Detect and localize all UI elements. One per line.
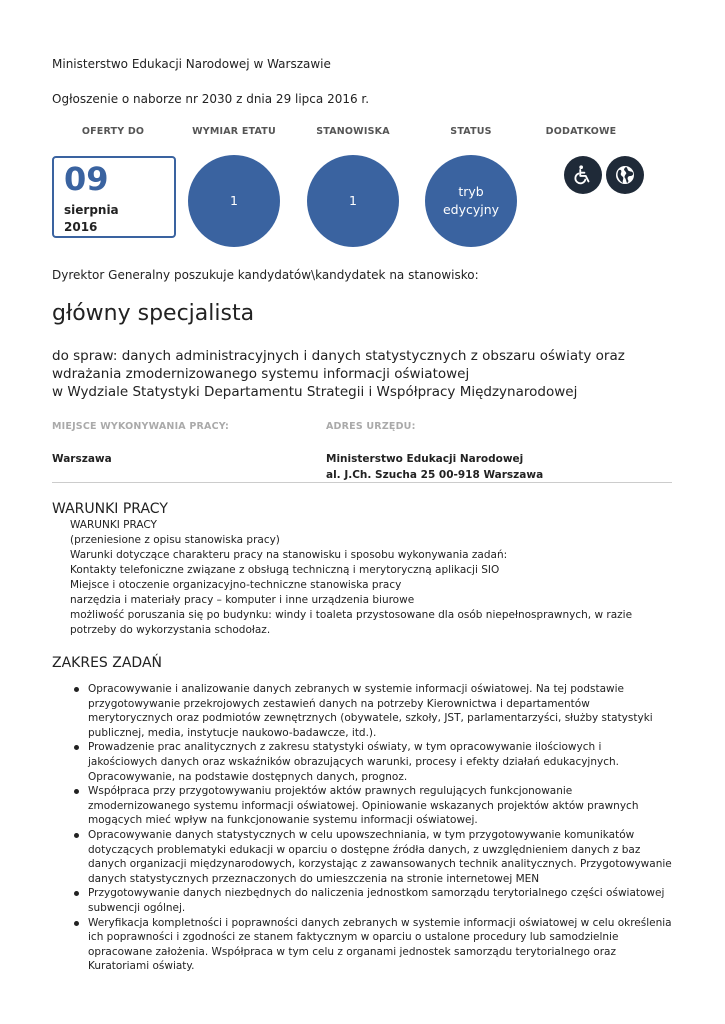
label-extras: DODATKOWE	[545, 126, 617, 137]
conditions-line: (przeniesione z opisu stanowiska pracy)	[70, 534, 280, 546]
status-circle	[425, 155, 517, 247]
work-time-circle	[188, 155, 280, 247]
task-item: Współpraca przy przygotowywaniu projektów aktów prawnych regulujących funkcjonowanie zmodernizowanego systemu informacji oświatowej. Opiniowanie wskazanych projektów aktów prawnych mogących mieć wpływ na funkcjonowanie systemu informacji oświatowej.	[72, 784, 672, 828]
ministry-name: Ministerstwo Edukacji Narodowej w Warszawie	[52, 57, 331, 71]
positions-circle	[307, 155, 399, 247]
conditions-line: możliwość poruszania się po budynku: windy i toaleta przystosowane dla osób niepełnosprawnych, w razie potrzeby do wykorzystania schodołaz.	[70, 609, 633, 636]
conditions-line: narzędzia i materiały pracy – komputer i inne urządzenia biurowe	[70, 594, 415, 606]
task-item: Opracowywanie i analizowanie danych zebranych w systemie informacji oświatowej. Na tej podstawie przygotowywanie przekrojowych zestawień danych na potrzeby Kierownictwa i departamentów merytorycznych oraz podmiotów zewnętrznych (obywatele, szkoły, JST, parlamentarzyści, służby statystyki publicznej, media, instytucje naukowo-badawcze, itd.).	[72, 682, 672, 740]
deadline-month: sierpnia	[64, 203, 119, 217]
deadline-box	[52, 156, 176, 238]
status-value: tryb edycyjny	[442, 184, 500, 217]
job-title: główny specjalista	[52, 301, 255, 326]
globe-icon	[606, 156, 644, 194]
job-desc-line2: w Wydziale Statystyki Departamentu Strategii i Współpracy Międzynarodowej	[52, 384, 578, 400]
task-item: Weryfikacja kompletności i poprawności danych zebranych w systemie informacji oświatowej w celu określenia ich poprawności i zgodności ze stanem faktycznym w oparciu o ustalone procedury lub samodzielnie opracowane założenia. Współpraca w tym celu z organami jednostek samorządu terytorialnego oraz Kuratoriami oświaty.	[72, 916, 672, 974]
office-name: Ministerstwo Edukacji Narodowej	[326, 453, 524, 465]
office-address	[326, 451, 543, 483]
conditions-text	[70, 518, 670, 638]
conditions-line: Kontakty telefoniczne związane z obsługą techniczną i merytoryczną aplikacji SIO	[70, 564, 500, 576]
location-value: Warszawa	[52, 453, 112, 465]
conditions-line: Miejsce i otoczenie organizacyjno-techniczne stanowiska pracy	[70, 579, 402, 591]
label-status: STATUS	[450, 126, 492, 137]
office-street: al. J.Ch. Szucha 25 00-918 Warszawa	[326, 469, 544, 481]
job-description	[52, 347, 672, 401]
deadline-month-year	[64, 202, 119, 236]
conditions-title: WARUNKI PRACY	[52, 501, 168, 517]
job-desc-line1: do spraw: danych administracyjnych i danych statystycznych z obszaru oświaty oraz wdrażania zmodernizowanego systemu informacji oświatowej	[52, 348, 625, 382]
label-offers-until: OFERTY DO	[81, 126, 145, 137]
positions-value: 1	[349, 193, 357, 208]
conditions-line: Warunki dotyczące charakteru pracy na stanowisku i sposobu wykonywania zadań:	[70, 549, 508, 561]
location-label: MIEJSCE WYKONYWANIA PRACY:	[52, 421, 230, 432]
work-time-value: 1	[230, 193, 238, 208]
wheelchair-icon	[564, 156, 602, 194]
intro-line: Dyrektor Generalny poszukuje kandydatów\kandydatek na stanowisko:	[52, 268, 479, 282]
task-item: Opracowywanie danych statystycznych w celu upowszechniania, w tym przygotowywanie komunikatów dotyczących problematyki edukacji w oparciu o dostępne źródła danych, z uwzględnieniem danych z baz danych organizacji międzynarodowych, korzystając z zawansowanych technik analitycznych. Przygotowywanie danych statystycznych przeznaczonych do umieszczenia na stronie internetowej MEN	[72, 828, 672, 886]
tasks-title: ZAKRES ZADAŃ	[52, 655, 163, 671]
task-item: Przygotowywanie danych niezbędnych do naliczenia jednostkom samorządu terytorialnego części oświatowej subwencji ogólnej.	[72, 886, 672, 915]
office-address-label: ADRES URZĘDU:	[326, 421, 416, 432]
task-item: Prowadzenie prac analitycznych z zakresu statystyki oświaty, w tym opracowywanie ilościowych i jakościowych danych oraz wskaźników obrazujących warunki, procesy i efekty działań edukacyjnych. Opracowywanie, na podstawie dostępnych danych, prognoz.	[72, 740, 672, 784]
announcement-line: Ogłoszenie o naborze nr 2030 z dnia 29 lipca 2016 r.	[52, 92, 370, 106]
label-positions: STANOWISKA	[316, 126, 390, 137]
deadline-year: 2016	[64, 220, 98, 234]
label-work-time: WYMIAR ETATU	[192, 126, 276, 137]
tasks-list	[72, 682, 672, 974]
conditions-line: WARUNKI PRACY	[70, 519, 157, 531]
divider	[52, 482, 672, 483]
deadline-day: 09	[64, 160, 109, 198]
